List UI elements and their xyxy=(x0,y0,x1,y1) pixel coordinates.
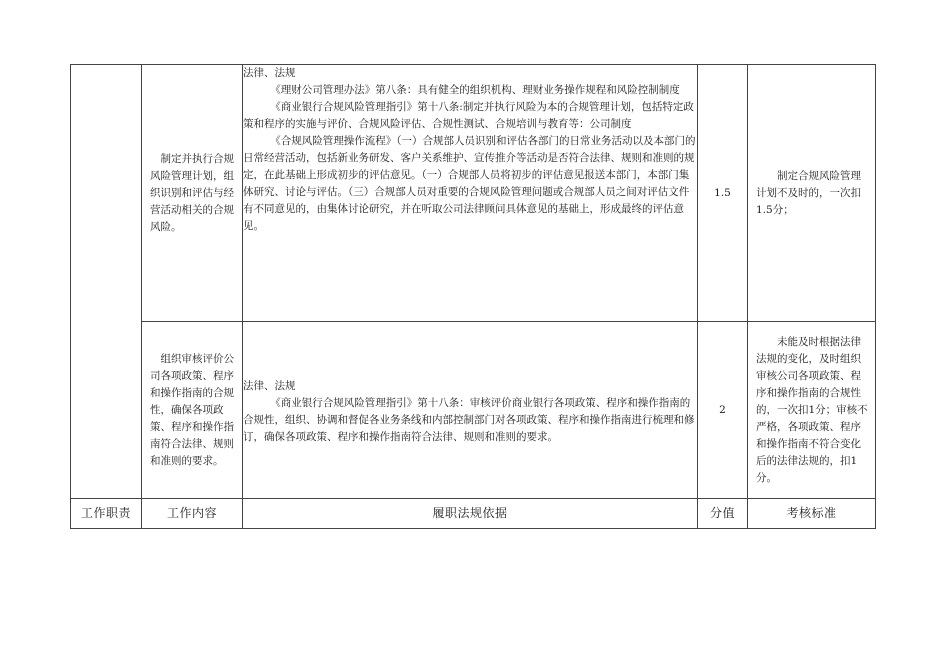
basis-heading: 法律、法规 xyxy=(243,67,296,79)
score-cell: 2 xyxy=(698,322,748,499)
basis-paragraph: 《商业银行合规风险管理指引》第十八条：审核评价商业银行各项政策、程序和操作指南的合规性，组织、协调和督促各业务条线和内部控制部门对各项政策、程序和操作指南进行梳理和修订，确保各项政策、程序和操作指南符合法律、规则和准则的要求。 xyxy=(243,397,695,443)
work-content-text: 制定并执行合规风险管理计划，组织识别和评估与经营活动相关的合规风险。 xyxy=(150,152,234,233)
basis-paragraph: 《理财公司管理办法》第八条：具有健全的组织机构、理财业务操作规程和风险控制制度 xyxy=(270,84,680,96)
legal-basis-cell xyxy=(243,65,698,322)
standard-text: 未能及时根据法律法规的变化，及时组织审核公司各项政策、程序和操作指南的合规性的，一次扣1分；审核不严格，各项政策、程序和操作指南不符合变化后的法律法规的，扣1分。 xyxy=(756,335,868,484)
work-content-cell xyxy=(142,65,243,322)
standard-cell xyxy=(748,65,876,322)
standard-cell xyxy=(748,322,876,499)
basis-paragraph: 《商业银行合规风险管理指引》第十八条:制定并执行风险为本的合规管理计划，包括特定政策和程序的实施与评价、合规风险评估、合规性测试、合规培训与教育等：公司制度 xyxy=(243,101,694,130)
duty-cell xyxy=(71,65,142,499)
basis-paragraph: 《合规风险管理操作流程》（一）合规部人员识别和评估各部门的日常业务活动以及本部门的日常经营活动，包括新业务研发、客户关系维护、宣传推介等活动是否符合法律、规则和准则的规定，在此基础上形成初步的评估意见。（一）合规部人员将初步的评估意见报送本部门，本部门集体研究、讨论与评估。（三）合规部人员对重要的合规风险管理问题或合规部人员之间对评估文件有不同意见的，由集体讨论研究，并在听取公司法律顾问具体意见的基础上，形成最终的评估意见。 xyxy=(243,135,696,232)
header-content: 工作内容 xyxy=(142,499,243,529)
legal-basis-cell xyxy=(243,322,698,499)
header-row xyxy=(71,499,876,529)
header-basis: 履职法规依据 xyxy=(243,499,698,529)
header-standard: 考核标准 xyxy=(748,499,876,529)
work-content-text: 组织审核评价公司各项政策、程序和操作指南的合规性，确保各项政策、程序和操作指南符合法律、规则和准则的要求。 xyxy=(150,352,234,467)
work-content-cell xyxy=(142,322,243,499)
table-row xyxy=(71,322,876,499)
header-duty: 工作职责 xyxy=(71,499,142,529)
assessment-table xyxy=(70,64,876,529)
score-cell: 1.5 xyxy=(698,65,748,322)
header-score: 分值 xyxy=(698,499,748,529)
standard-text: 制定合规风险管理计划不及时的，一次扣1.5分； xyxy=(756,169,861,216)
table-row xyxy=(71,65,876,322)
basis-heading: 法律、法规 xyxy=(243,380,296,392)
